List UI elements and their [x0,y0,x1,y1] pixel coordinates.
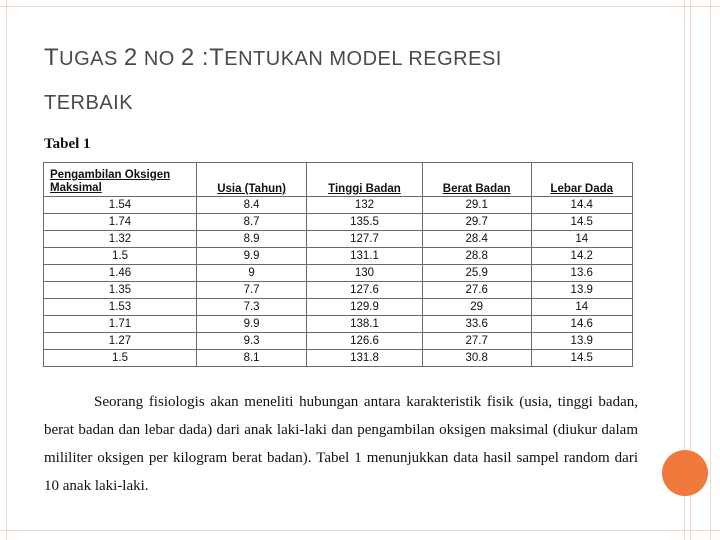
table-cell: 1.71 [44,316,197,333]
table-cell: 30.8 [422,350,531,367]
table-cell: 1.74 [44,214,197,231]
table-body [44,197,633,367]
table-cell: 14 [531,231,633,248]
table-row [44,316,633,333]
table-cell: 7.7 [197,282,307,299]
paragraph-text: Seorang fisiologis akan meneliti hubungan antara karakteristik fisik (usia, tinggi badan, berat badan dan lebar dada) dari anak laki-laki dan pengambilan oksigen maksimal (diukur dalam mililiter oksigen per kilogram berat badan). Tabel 1 menunjukkan data hasil sampel random dari 10 anak laki-laki. [44,394,638,494]
column-header: Usia (Tahun) [197,163,307,197]
column-header: Lebar Dada [531,163,633,197]
table-row [44,350,633,367]
frame-line-right-3 [710,0,711,540]
title-line-2: TERBAIK [44,92,134,114]
table-cell: 130 [307,265,423,282]
table-cell: 25.9 [422,265,531,282]
table-cell: 9 [197,265,307,282]
table-cell: 9.9 [197,316,307,333]
table-cell: 28.4 [422,231,531,248]
table-cell: 14.5 [531,214,633,231]
table-cell: 27.6 [422,282,531,299]
table-cell: 127.7 [307,231,423,248]
table-cell: 8.9 [197,231,307,248]
table-row [44,333,633,350]
table-cell: 8.4 [197,197,307,214]
table-cell: 29.1 [422,197,531,214]
table-cell: 28.8 [422,248,531,265]
table-cell: 13.9 [531,333,633,350]
slide-title [44,36,644,125]
table-cell: 1.54 [44,197,197,214]
frame-line-top [0,6,720,7]
column-header: Tinggi Badan [307,163,423,197]
table-cell: 14.5 [531,350,633,367]
table-cell: 8.7 [197,214,307,231]
table-cell: 7.3 [197,299,307,316]
table-cell: 131.1 [307,248,423,265]
title-cap-2: T [209,44,225,71]
table-row [44,248,633,265]
table-cell: 132 [307,197,423,214]
data-table [43,162,633,367]
table-cell: 1.53 [44,299,197,316]
table-cell: 9.3 [197,333,307,350]
table-cell: 14.6 [531,316,633,333]
table-cell: 126.6 [307,333,423,350]
table-cell: 29 [422,299,531,316]
table-row [44,214,633,231]
table-cell: 1.32 [44,231,197,248]
table-cell: 9.9 [197,248,307,265]
description-paragraph [44,388,638,500]
table-cell: 27.7 [422,333,531,350]
table-cell: 8.1 [197,350,307,367]
title-part-3: ENTUKAN MODEL REGRESI [224,48,502,70]
table-row [44,299,633,316]
table-cell: 138.1 [307,316,423,333]
table-cell: 13.9 [531,282,633,299]
table-cell: 127.6 [307,282,423,299]
title-num-2: 2 : [180,44,210,71]
table-cell: 14.2 [531,248,633,265]
table-caption: Tabel 1 [44,136,91,152]
table-cell: 135.5 [307,214,423,231]
table-row [44,265,633,282]
table-cell: 29.7 [422,214,531,231]
title-part-2: NO [137,48,181,70]
table-cell: 1.5 [44,350,197,367]
accent-circle-decoration [662,450,708,496]
table-cell: 1.5 [44,248,197,265]
table-cell: 14 [531,299,633,316]
table-cell: 131.8 [307,350,423,367]
frame-line-bottom [0,530,720,531]
table-cell: 1.35 [44,282,197,299]
table-row [44,282,633,299]
column-header: Berat Badan [422,163,531,197]
table-row [44,197,633,214]
title-cap-1: T [44,44,60,71]
table-cell: 1.27 [44,333,197,350]
title-num-1: 2 [123,44,138,71]
table-cell: 1.46 [44,265,197,282]
title-part-1: UGAS [59,48,124,70]
table-cell: 13.6 [531,265,633,282]
table-cell: 33.6 [422,316,531,333]
frame-line-left [6,0,7,540]
table-header-row [44,163,633,197]
table-cell: 14.4 [531,197,633,214]
table-cell: 129.9 [307,299,423,316]
column-header: Pengambilan Oksigen Maksimal [44,163,197,197]
table-row [44,231,633,248]
